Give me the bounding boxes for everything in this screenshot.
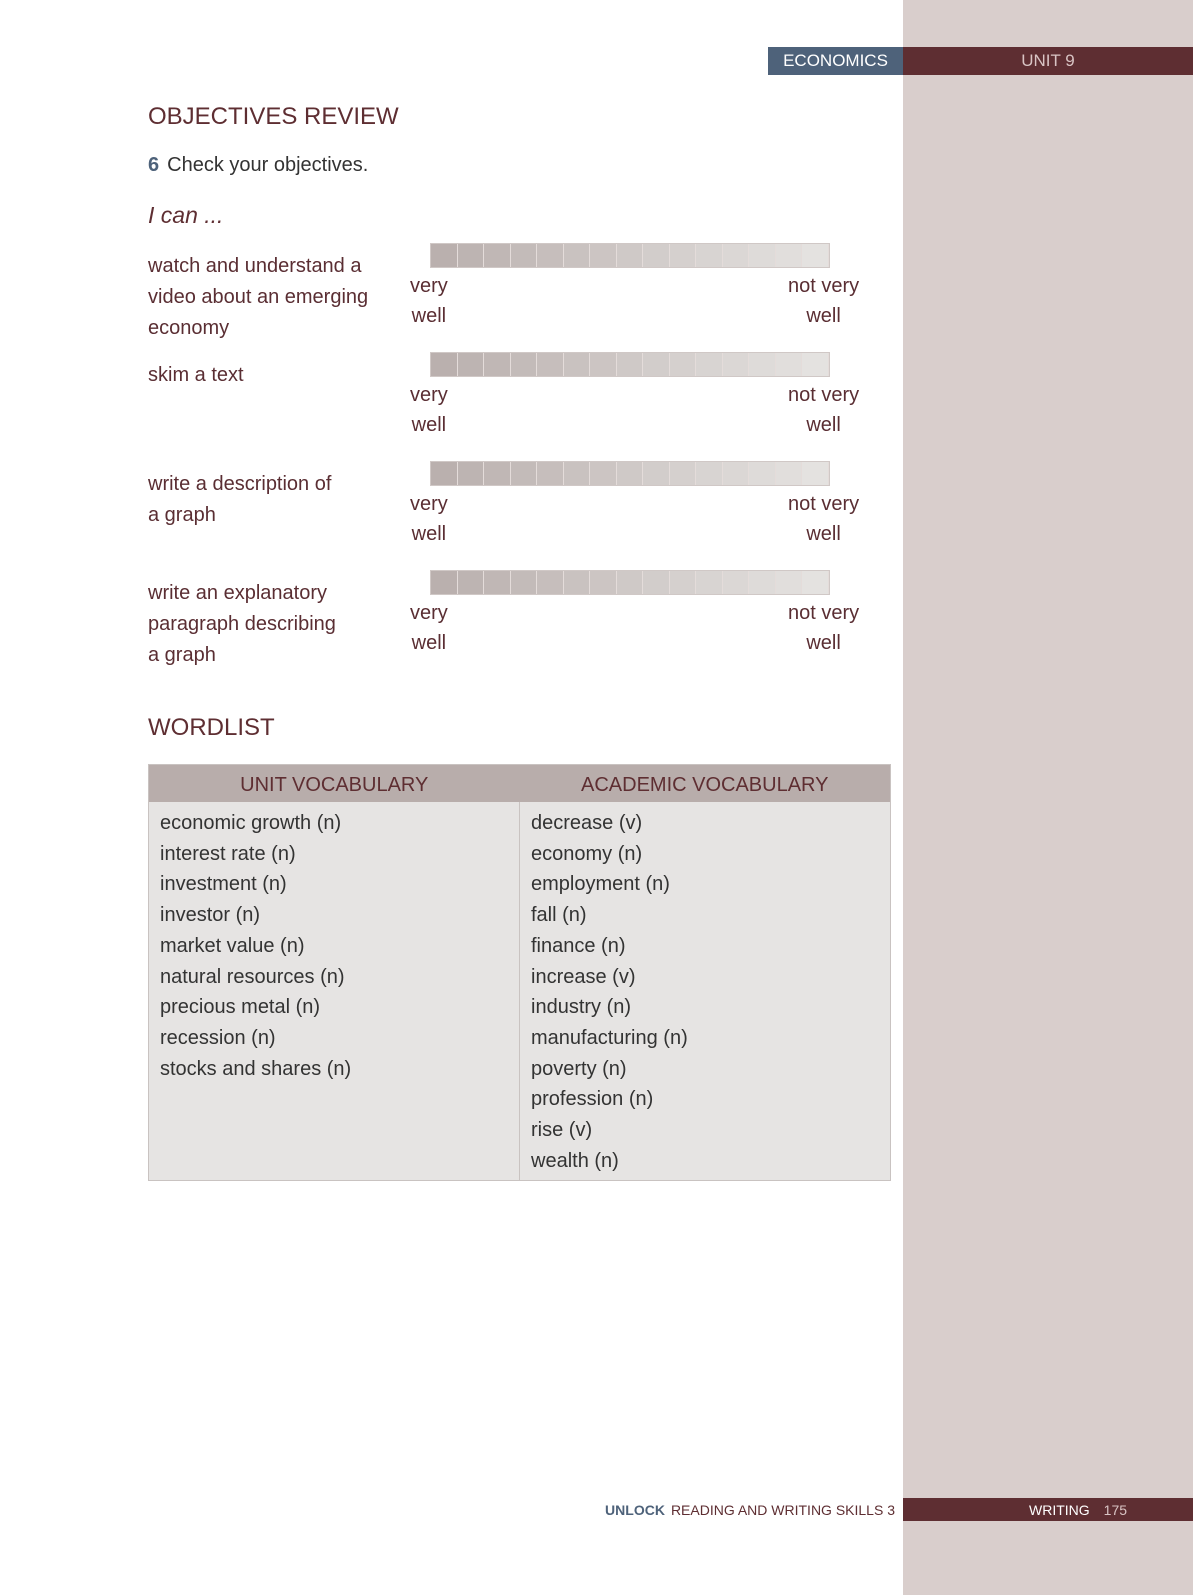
vocab-item: natural resources (n) — [160, 965, 345, 988]
scale-segment[interactable] — [802, 353, 829, 376]
scale-segment[interactable] — [511, 571, 538, 594]
scale-segment[interactable] — [617, 353, 644, 376]
scale-segment[interactable] — [617, 244, 644, 267]
scale-segment[interactable] — [776, 353, 803, 376]
scale-segment[interactable] — [484, 244, 511, 267]
scale-segment[interactable] — [537, 244, 564, 267]
scale-segment[interactable] — [643, 571, 670, 594]
objective-item — [148, 251, 888, 351]
objective-label: skim a text — [148, 364, 244, 386]
scale-segment[interactable] — [723, 353, 750, 376]
scale-segment[interactable] — [564, 244, 591, 267]
scale-segment[interactable] — [749, 462, 776, 485]
scale-segment[interactable] — [431, 462, 458, 485]
scale-segment[interactable] — [617, 462, 644, 485]
scale-segment[interactable] — [537, 353, 564, 376]
academic-vocab-column — [519, 802, 890, 1180]
vocab-item: interest rate (n) — [160, 842, 296, 865]
scale-segment[interactable] — [749, 353, 776, 376]
vocab-item: economy (n) — [531, 842, 643, 865]
scale-segment[interactable] — [670, 462, 697, 485]
objectives-title: OBJECTIVES REVIEW — [148, 103, 399, 130]
subject-label: ECONOMICS — [768, 47, 903, 75]
not-very-well-label: not very well — [788, 275, 860, 327]
scale-segment[interactable] — [670, 571, 697, 594]
vocab-item: employment (n) — [531, 873, 670, 896]
unit-vocab-header: UNIT VOCABULARY — [240, 774, 429, 796]
scale-segment[interactable] — [431, 571, 458, 594]
scale-segment[interactable] — [458, 462, 485, 485]
scale-segment[interactable] — [431, 244, 458, 267]
scale-segment[interactable] — [723, 462, 750, 485]
scale-segment[interactable] — [458, 353, 485, 376]
scale-segment[interactable] — [643, 462, 670, 485]
objective-label: write a description of a graph — [148, 473, 332, 526]
footer-book — [605, 1502, 895, 1518]
scale-segment[interactable] — [484, 462, 511, 485]
scale-segment[interactable] — [590, 571, 617, 594]
scale-segment[interactable] — [564, 353, 591, 376]
rating-scale[interactable] — [430, 570, 830, 595]
vocab-item: stocks and shares (n) — [160, 1057, 352, 1080]
scale-segment[interactable] — [723, 244, 750, 267]
scale-segment[interactable] — [484, 353, 511, 376]
rating-scale[interactable] — [430, 243, 830, 268]
page-number: 175 — [1103, 1501, 1128, 1518]
very-well-label: very well — [410, 602, 448, 654]
footer-bar — [903, 1498, 1193, 1521]
objective-label: watch and understand a video about an emerging economy — [148, 255, 369, 339]
scale-segment[interactable] — [776, 462, 803, 485]
scale-segment[interactable] — [458, 571, 485, 594]
vocab-item: increase (v) — [531, 965, 636, 988]
unit-vocab-column — [149, 802, 519, 1180]
vocab-item: market value (n) — [160, 934, 305, 957]
scale-segment[interactable] — [564, 462, 591, 485]
scale-segment[interactable] — [484, 571, 511, 594]
scale-segment[interactable] — [749, 571, 776, 594]
vocab-item: fall (n) — [531, 904, 587, 927]
rating-scale[interactable] — [430, 352, 830, 377]
exercise-number: 6 — [148, 154, 160, 176]
scale-segment[interactable] — [696, 462, 723, 485]
vocab-item: investor (n) — [160, 904, 261, 927]
book-title: READING AND WRITING SKILLS 3 — [670, 1502, 895, 1518]
scale-segment[interactable] — [643, 353, 670, 376]
scale-segment[interactable] — [696, 571, 723, 594]
scale-segment[interactable] — [670, 244, 697, 267]
vocab-item: finance (n) — [531, 934, 626, 957]
objective-item — [148, 360, 888, 460]
scale-segment[interactable] — [670, 353, 697, 376]
vocab-item: industry (n) — [531, 996, 632, 1019]
scale-segment[interactable] — [590, 462, 617, 485]
vocab-item: economic growth (n) — [160, 812, 342, 834]
scale-segment[interactable] — [776, 571, 803, 594]
vocab-item: recession (n) — [160, 1026, 276, 1049]
scale-segment[interactable] — [723, 571, 750, 594]
scale-segment[interactable] — [431, 353, 458, 376]
section-label: WRITING — [1029, 1501, 1090, 1518]
scale-segment[interactable] — [802, 244, 829, 267]
scale-segment[interactable] — [511, 353, 538, 376]
very-well-label: very well — [410, 493, 448, 545]
scale-segment[interactable] — [696, 244, 723, 267]
vocab-item: precious metal (n) — [160, 996, 321, 1019]
scale-segment[interactable] — [617, 571, 644, 594]
vocab-item: decrease (v) — [531, 812, 643, 834]
scale-segment[interactable] — [511, 244, 538, 267]
very-well-label: very well — [410, 384, 448, 436]
instruction — [148, 154, 368, 177]
vocab-item: profession (n) — [531, 1088, 654, 1111]
objective-label: write an explanatory paragraph describing a graph — [148, 582, 336, 666]
instruction-text: Check your objectives. — [167, 154, 369, 176]
scale-segment[interactable] — [749, 244, 776, 267]
scale-segment[interactable] — [537, 571, 564, 594]
vocab-item: rise (v) — [531, 1119, 593, 1142]
scale-segment[interactable] — [776, 244, 803, 267]
rating-scale[interactable] — [430, 461, 830, 486]
unit-label: UNIT 9 — [903, 47, 1193, 75]
not-very-well-label: not very well — [788, 384, 860, 436]
scale-segment[interactable] — [590, 244, 617, 267]
scale-segment[interactable] — [458, 244, 485, 267]
objective-item — [148, 578, 888, 678]
wordlist-title: WORDLIST — [148, 714, 275, 741]
very-well-label: very well — [410, 275, 448, 327]
sidebar-band — [903, 0, 1193, 1595]
vocab-item: manufacturing (n) — [531, 1026, 688, 1049]
scale-segment[interactable] — [696, 353, 723, 376]
scale-segment[interactable] — [590, 353, 617, 376]
scale-segment[interactable] — [802, 462, 829, 485]
vocab-item: poverty (n) — [531, 1057, 627, 1080]
scale-segment[interactable] — [802, 571, 829, 594]
not-very-well-label: not very well — [788, 602, 860, 654]
scale-segment[interactable] — [564, 571, 591, 594]
scale-segment[interactable] — [537, 462, 564, 485]
scale-segment[interactable] — [643, 244, 670, 267]
wordlist-table — [148, 764, 891, 1181]
i-can-heading: I can ... — [148, 202, 224, 228]
scale-segment[interactable] — [511, 462, 538, 485]
vocab-item: investment (n) — [160, 873, 287, 896]
brand-logo: UNLOCK — [605, 1502, 665, 1518]
vocab-item: wealth (n) — [531, 1149, 619, 1172]
not-very-well-label: not very well — [788, 493, 860, 545]
academic-vocab-header: ACADEMIC VOCABULARY — [581, 774, 829, 796]
objective-item — [148, 469, 888, 569]
